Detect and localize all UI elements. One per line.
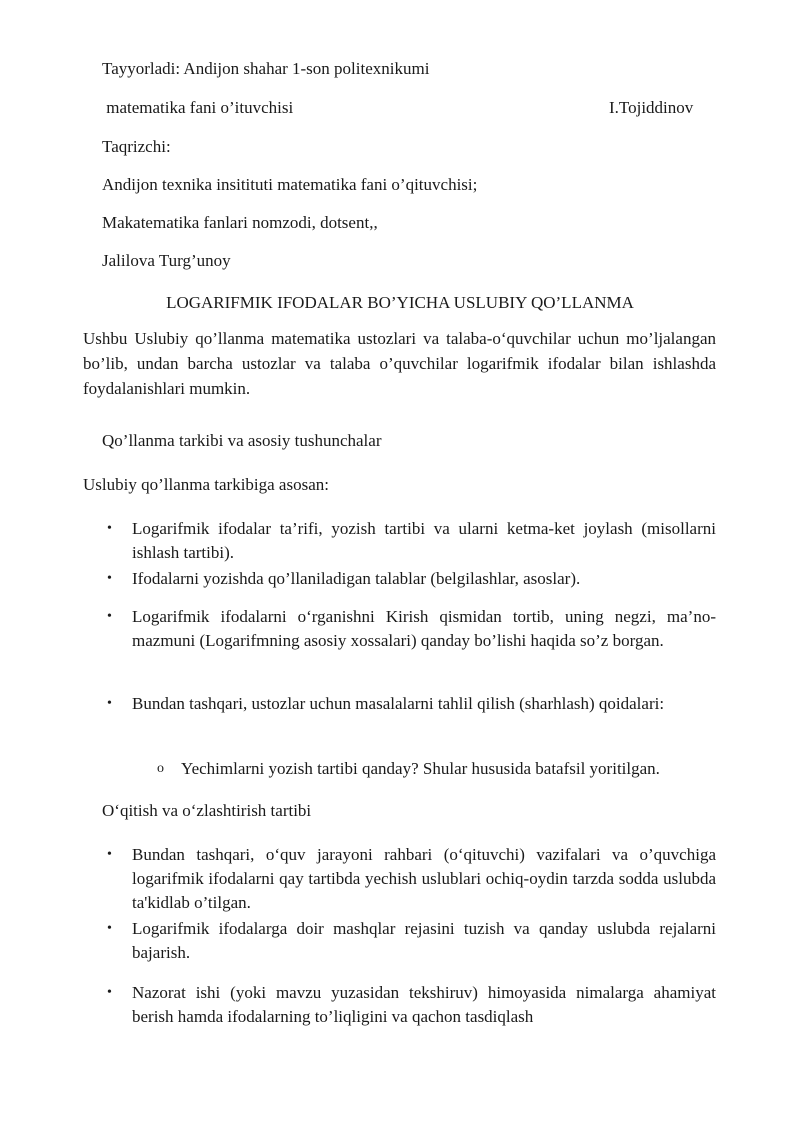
author-name: I.Tojiddinov <box>609 98 694 117</box>
list-item-text: Logarifmik ifodalarni o‘rganishni Kirish qismidan tortib, uning negzi, ma’no-mazmuni (Logarifmning asosiy xossalari) qanday bo’lishi haqida so’z borgan. <box>132 607 716 650</box>
document-title: LOGARIFMIK IFODALAR BO’YICHA USLUBIY QO’LLANMA <box>166 293 634 312</box>
prepared-by-line: Tayyorladi: Andijon shahar 1-son politexnikumi <box>102 59 430 78</box>
bullet-marker: • <box>107 985 112 1000</box>
list-item-text: Bundan tashqari, o‘quv jarayoni rahbari (o‘qituvchi) vazifalari va o’quvchiga logarifmik ifodalarni qay tartibda yechish uslublari ochiq-oydin tarzda sodda uslubda ta'kidlab o’tilgan. <box>132 845 716 912</box>
section1-lead: Uslubiy qo’llanma tarkibiga asosan: <box>83 475 329 494</box>
reviewer-degree: Makatematika fanlari nomzodi, dotsent,, <box>102 213 378 232</box>
bullet-marker: • <box>107 847 112 862</box>
list-item-text: Ifodalarni yozishda qo’llaniladigan talablar (belgilashlar, asoslar). <box>132 569 581 588</box>
list-item-text: Logarifmik ifodalarga doir mashqlar rejasini tuzish va qanday uslubda rejalarni bajarish. <box>132 919 716 962</box>
reviewer-organization: Andijon texnika insitituti matematika fani o’qituvchisi; <box>102 175 478 194</box>
list-item-text: Bundan tashqari, ustozlar uchun masalalarni tahlil qilish (sharhlash) qoidalari: <box>132 694 665 713</box>
intro-paragraph: Ushbu Uslubiy qo’llanma matematika ustozlari va talaba-o‘quvchilar uchun mo’ljalangan bo’lib, undan barcha ustozlar va talaba o’quvchilar logarifmik ifodalar bilan ishlashda foydalanishlari mumkin. <box>83 329 716 398</box>
sub-bullet-marker: o <box>157 761 164 776</box>
author-position: matematika fani o’ituvchisi <box>102 98 294 117</box>
bullet-marker: • <box>107 921 112 936</box>
bullet-marker: • <box>107 521 112 536</box>
list-item-text: Nazorat ishi (yoki mavzu yuzasidan tekshiruv) himoyasida nimalarga ahamiyat berish hamda ifodalarning to’liqligini va qachon tasdiqlash <box>132 983 716 1026</box>
sub-list-item-text: Yechimlarni yozish tartibi qanday? Shular hususida batafsil yoritilgan. <box>181 759 660 778</box>
section1-heading: Qo’llanma tarkibi va asosiy tushunchalar <box>102 431 382 450</box>
bullet-marker: • <box>107 696 112 711</box>
reviewer-name: Jalilova Turg’unoy <box>102 251 231 270</box>
section2-heading: O‘qitish va o‘zlashtirish tartibi <box>102 801 312 820</box>
reviewer-label: Taqrizchi: <box>102 137 171 156</box>
bullet-marker: • <box>107 609 112 624</box>
bullet-marker: • <box>107 571 112 586</box>
list-item-text: Logarifmik ifodalar ta’rifi, yozish tartibi va ularni ketma-ket joylash (misollarni ishlash tartibi). <box>132 519 716 562</box>
